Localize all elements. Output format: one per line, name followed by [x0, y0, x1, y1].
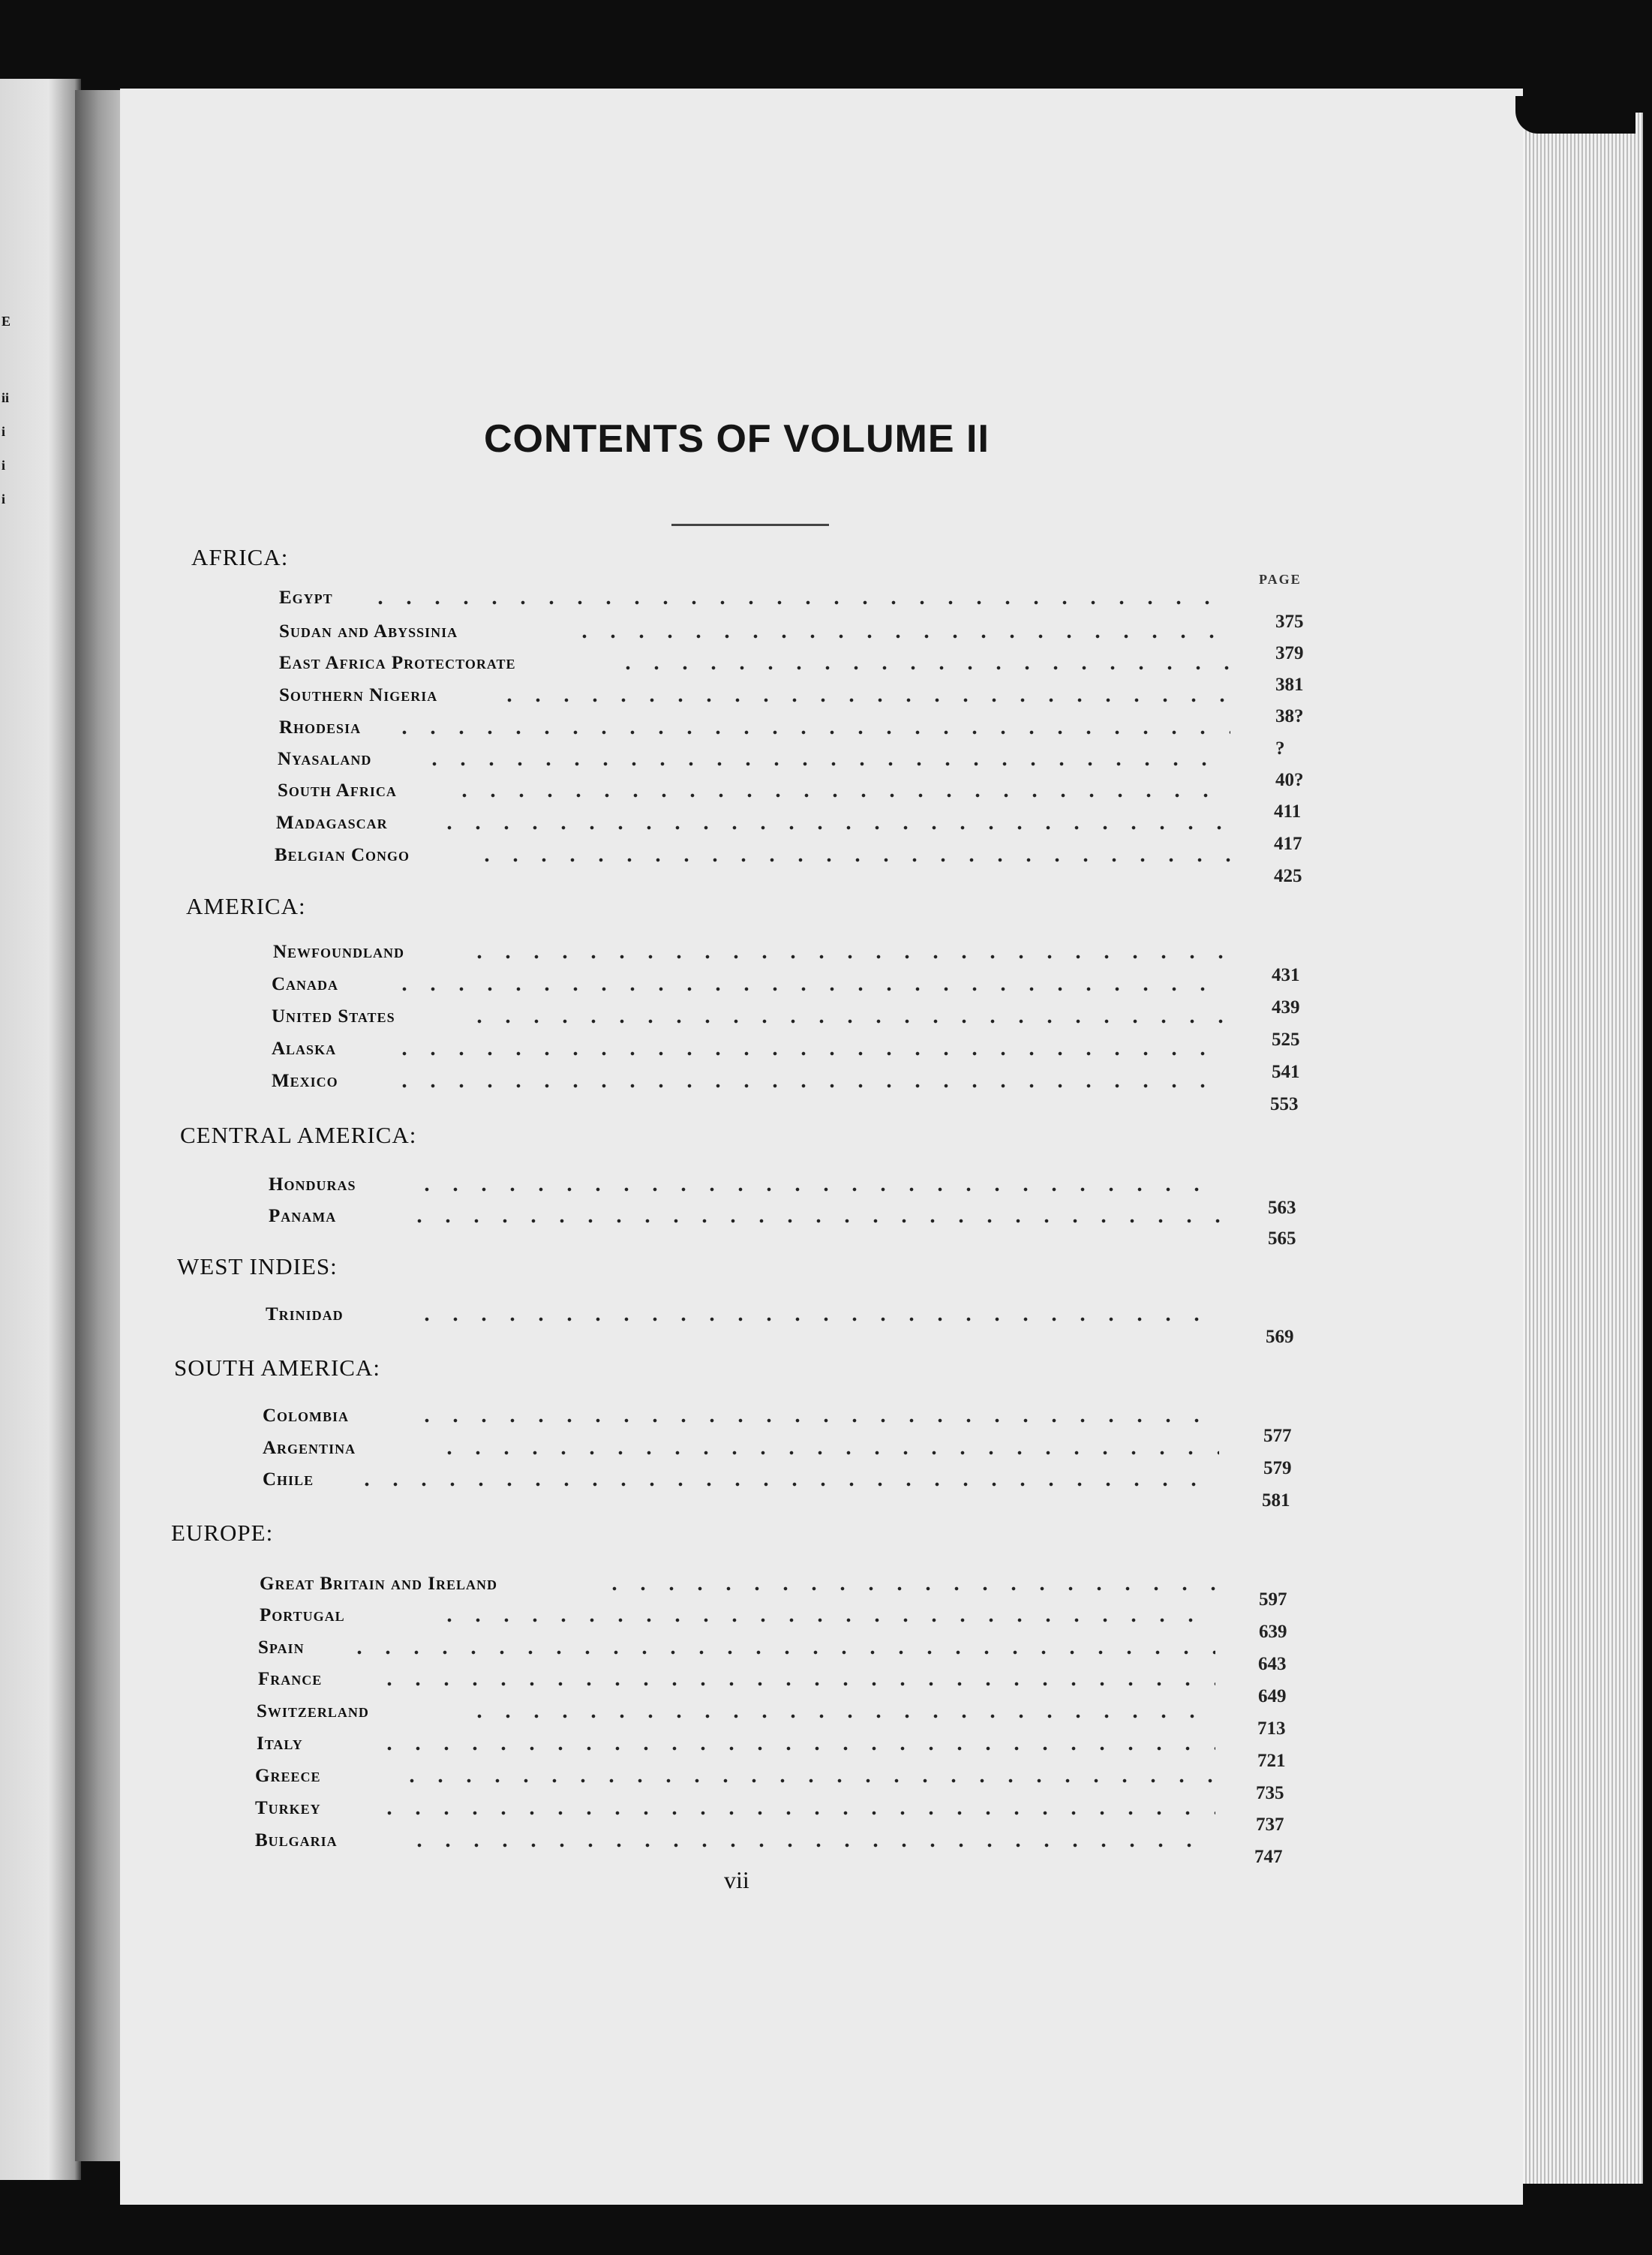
toc-entry-page: 381 — [1275, 675, 1304, 695]
toc-entry-page: 565 — [1268, 1228, 1296, 1249]
toc-entry-title[interactable]: Nyasaland — [278, 749, 372, 769]
dot-leader — [450, 792, 1230, 799]
dot-leader — [375, 1809, 1215, 1817]
page-block-edge — [1523, 113, 1643, 2184]
dot-leader — [435, 1616, 1215, 1624]
toc-entry-page: 411 — [1274, 801, 1302, 822]
toc-entry-page: 735 — [1256, 1783, 1284, 1803]
toc-entry-title[interactable]: Argentina — [263, 1438, 356, 1458]
toc-entry-page: 579 — [1263, 1458, 1292, 1478]
dot-leader — [413, 1417, 1219, 1424]
toc-entry-page: 553 — [1270, 1094, 1299, 1114]
toc-entry-page: 541 — [1272, 1062, 1300, 1082]
dot-leader — [390, 1050, 1227, 1057]
toc-entry-page: 425 — [1274, 866, 1302, 886]
dot-leader — [375, 1745, 1215, 1752]
section-heading-africa: AFRICA: — [191, 544, 289, 570]
dot-leader — [366, 599, 1229, 606]
left-page-mark: i — [2, 458, 6, 473]
toc-entry-title[interactable]: Sudan and Abyssinia — [279, 621, 458, 642]
toc-entry-title[interactable]: Alaska — [272, 1039, 337, 1059]
toc-entry-title[interactable]: Mexico — [272, 1071, 338, 1091]
dot-leader — [465, 1018, 1227, 1025]
toc-entry-page: 417 — [1274, 834, 1302, 854]
dot-leader — [390, 985, 1227, 993]
toc-entry-title[interactable]: Bulgaria — [255, 1830, 338, 1851]
toc-entry-title[interactable]: Southern Nigeria — [279, 685, 438, 705]
toc-entry-page: 525 — [1272, 1030, 1300, 1050]
left-page-mark: E — [2, 314, 11, 329]
dot-leader — [353, 1481, 1219, 1488]
page-column-label: PAGE — [1259, 572, 1302, 587]
section-heading-central-america: CENTRAL AMERICA: — [180, 1122, 417, 1148]
section-heading-america: AMERICA: — [186, 893, 306, 919]
toc-entry-title[interactable]: Canada — [272, 974, 339, 994]
toc-entry-title[interactable]: Spain — [258, 1637, 305, 1658]
toc-entry-title[interactable]: Italy — [257, 1733, 303, 1754]
left-page-mark: i — [2, 424, 6, 439]
dot-leader — [495, 696, 1230, 704]
dot-leader — [390, 1082, 1227, 1090]
toc-entry-title[interactable]: Great Britain and Ireland — [260, 1574, 497, 1594]
toc-entry-page: 747 — [1254, 1847, 1283, 1867]
toc-entry-page: 569 — [1266, 1327, 1294, 1347]
dot-leader — [570, 633, 1230, 640]
section-heading-west-indies: WEST INDIES: — [177, 1253, 338, 1279]
dot-leader — [420, 760, 1230, 768]
section-heading-europe: EUROPE: — [171, 1520, 274, 1546]
toc-entry-title[interactable]: Egypt — [279, 588, 333, 608]
toc-entry-title[interactable]: Trinidad — [266, 1304, 344, 1324]
toc-entry-title[interactable]: Belgian Congo — [275, 845, 410, 865]
toc-entry-title[interactable]: Rhodesia — [279, 717, 362, 738]
toc-entry-title[interactable]: Switzerland — [257, 1701, 369, 1721]
dot-leader — [614, 664, 1229, 672]
toc-entry-title[interactable]: Colombia — [263, 1406, 350, 1426]
toc-entry-title[interactable]: Turkey — [255, 1798, 321, 1818]
toc-entry-page: 375 — [1275, 612, 1304, 632]
toc-entry-page: 563 — [1268, 1198, 1296, 1218]
toc-entry-page: 649 — [1258, 1686, 1287, 1706]
book-cover-corner — [1515, 96, 1635, 134]
toc-entry-page: 40? — [1275, 770, 1304, 790]
toc-entry-page: 639 — [1259, 1622, 1287, 1642]
toc-entry-page: 713 — [1257, 1718, 1286, 1739]
dot-leader — [413, 1315, 1223, 1323]
dot-leader — [390, 729, 1230, 736]
dot-leader — [473, 856, 1230, 864]
dot-leader — [435, 1449, 1219, 1457]
dot-leader — [398, 1777, 1215, 1784]
toc-entry-title[interactable]: United States — [272, 1006, 395, 1027]
toc-entry-page: 581 — [1262, 1490, 1290, 1511]
toc-entry-title[interactable]: East Africa Protectorate — [279, 653, 516, 673]
dot-leader — [600, 1585, 1215, 1592]
title-rule — [671, 524, 829, 526]
left-page-edge — [0, 79, 81, 2180]
dot-leader — [465, 953, 1227, 961]
toc-entry-page: 577 — [1263, 1426, 1292, 1446]
dot-leader — [345, 1649, 1215, 1656]
left-page-mark: i — [2, 492, 6, 507]
toc-entry-page: 643 — [1258, 1654, 1287, 1674]
page-folio-number: vii — [724, 1866, 749, 1893]
toc-entry-title[interactable]: Madagascar — [276, 813, 388, 833]
section-heading-south-america: SOUTH AMERICA: — [174, 1355, 380, 1381]
toc-entry-page: 737 — [1256, 1815, 1284, 1835]
toc-entry-title[interactable]: Chile — [263, 1469, 314, 1490]
toc-entry-page: 379 — [1275, 643, 1304, 663]
toc-entry-title[interactable]: France — [258, 1669, 323, 1689]
toc-entry-title[interactable]: Newfoundland — [273, 942, 405, 962]
page-title: CONTENTS OF VOLUME II — [484, 417, 990, 461]
dot-leader — [405, 1217, 1223, 1225]
toc-entry-page: 431 — [1272, 965, 1300, 985]
toc-entry-title[interactable]: South Africa — [278, 780, 397, 801]
toc-entry-page: 439 — [1272, 997, 1300, 1018]
left-page-mark: ii — [2, 390, 10, 405]
dot-leader — [413, 1186, 1223, 1193]
toc-entry-title[interactable]: Panama — [269, 1206, 337, 1226]
toc-entry-page: 721 — [1257, 1751, 1286, 1771]
dot-leader — [465, 1712, 1215, 1720]
toc-entry-title[interactable]: Honduras — [269, 1174, 356, 1195]
dot-leader — [375, 1680, 1215, 1688]
toc-entry-title[interactable]: Greece — [255, 1766, 321, 1786]
dot-leader — [435, 824, 1230, 831]
dot-leader — [405, 1842, 1215, 1849]
toc-entry-page: 597 — [1259, 1589, 1287, 1610]
toc-entry-page: 38? — [1275, 706, 1304, 726]
toc-entry-page: ? — [1275, 738, 1285, 759]
toc-entry-title[interactable]: Portugal — [260, 1605, 345, 1625]
